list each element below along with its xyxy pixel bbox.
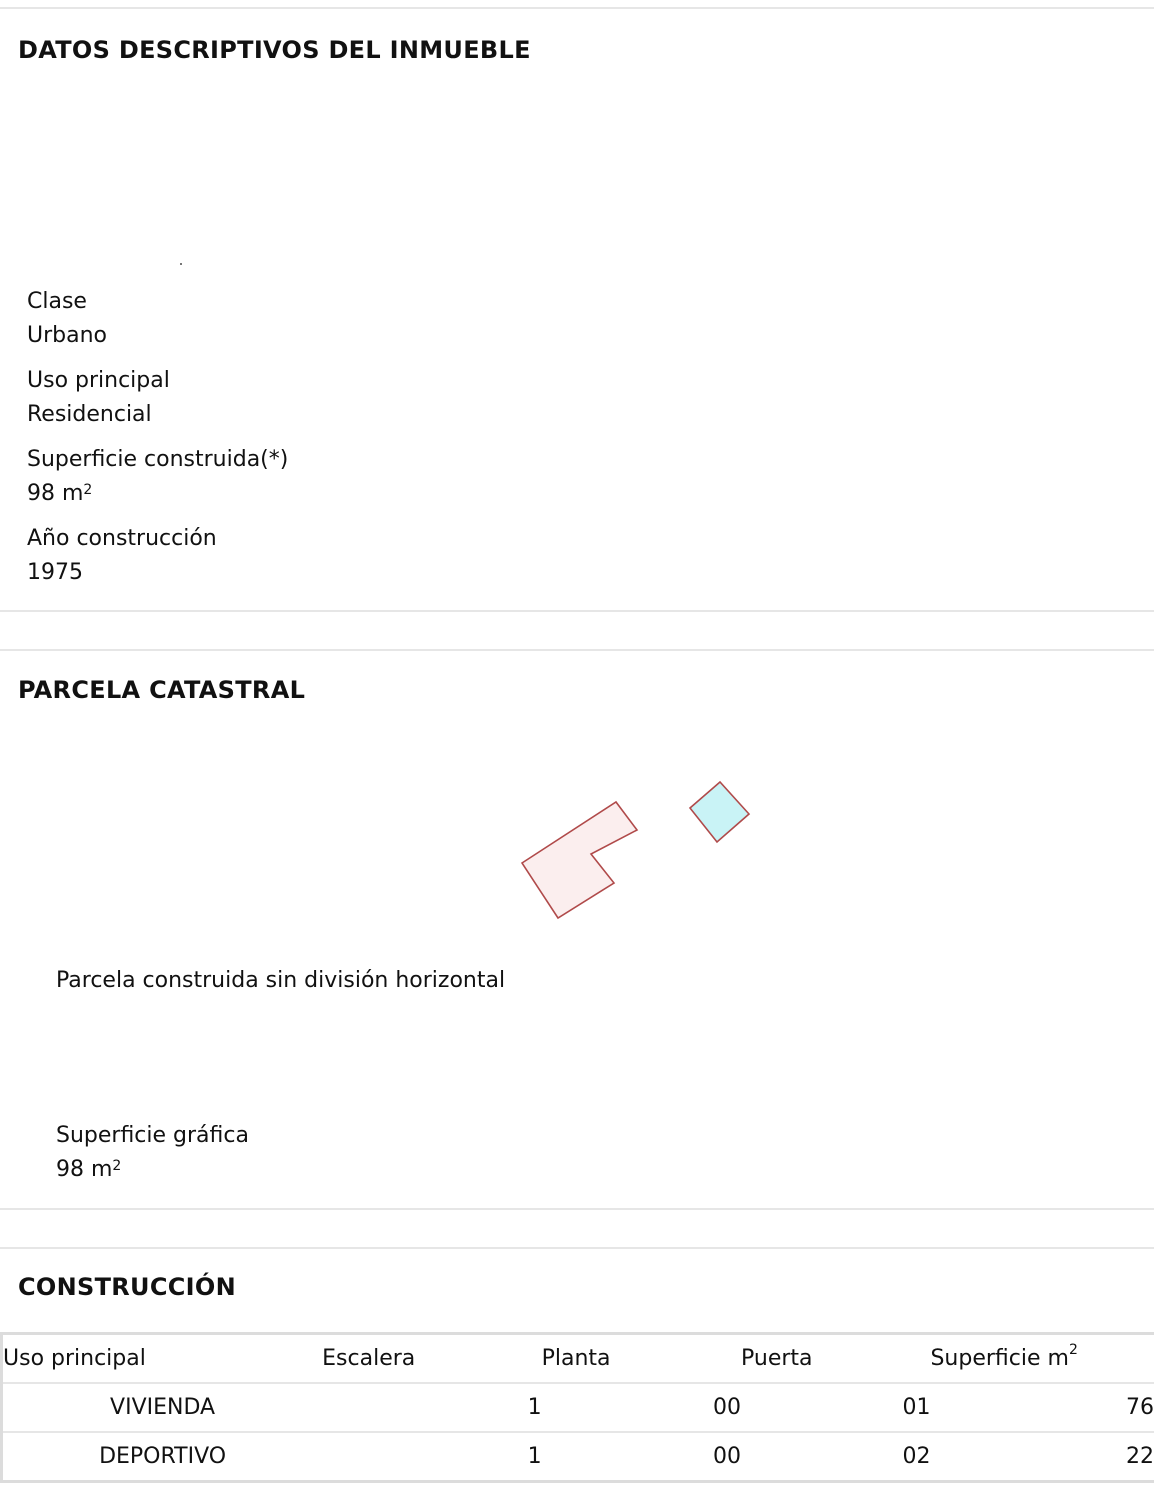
field-value: 1975 [27, 560, 83, 585]
table-cell: 00 [542, 1432, 741, 1482]
field-label: Superficie construida(*) [27, 447, 289, 472]
field-value-text: 98 m [27, 481, 84, 506]
field-value: Residencial [27, 402, 152, 427]
column-header-escalera: Escalera [322, 1334, 541, 1384]
field-label: Año construcción [27, 526, 217, 551]
table-cell: 1 [322, 1383, 541, 1432]
column-header-planta: Planta [542, 1334, 741, 1384]
table-row [2, 1383, 1154, 1432]
table-cell: 00 [542, 1383, 741, 1432]
descriptive-data-title: DATOS DESCRIPTIVOS DEL INMUEBLE [18, 36, 531, 64]
superscript: 2 [83, 482, 93, 498]
field-value-text: 98 m [56, 1157, 113, 1182]
table-cell: 01 [741, 1383, 930, 1432]
field-ano-construccion [27, 522, 217, 590]
column-header-superficie [930, 1334, 1154, 1384]
construction-table [0, 1332, 1154, 1483]
field-value [27, 477, 288, 511]
parcel-description: Parcela construida sin división horizontal [56, 968, 506, 993]
table-cell: 1 [322, 1432, 541, 1482]
field-uso-principal [27, 364, 170, 432]
table-cell: VIVIENDA [2, 1383, 323, 1432]
header-text: Superficie m [930, 1346, 1069, 1371]
decorative-dot [180, 263, 182, 265]
table-header-row [2, 1334, 1154, 1384]
superscript: 2 [112, 1158, 122, 1174]
field-clase [27, 285, 107, 353]
parcel-map [500, 770, 770, 935]
table-cell: 76 [930, 1383, 1154, 1432]
column-header-uso: Uso principal [2, 1334, 323, 1384]
field-superficie-grafica [56, 1119, 249, 1187]
field-label: Clase [27, 289, 87, 314]
parcel-annex-shape [690, 782, 749, 842]
table-cell: 02 [741, 1432, 930, 1482]
column-header-puerta: Puerta [741, 1334, 930, 1384]
field-label: Uso principal [27, 368, 170, 393]
field-value [56, 1153, 249, 1187]
parcel-title: PARCELA CATASTRAL [18, 676, 306, 704]
superscript: 2 [1068, 1342, 1078, 1358]
field-superficie-construida [27, 443, 288, 511]
field-value: Urbano [27, 323, 107, 348]
field-label: Superficie gráfica [56, 1123, 249, 1148]
table-row [2, 1432, 1154, 1482]
parcel-building-shape [522, 802, 637, 918]
table-cell: DEPORTIVO [2, 1432, 323, 1482]
table-cell: 22 [930, 1432, 1154, 1482]
construction-title: CONSTRUCCIÓN [18, 1273, 236, 1301]
